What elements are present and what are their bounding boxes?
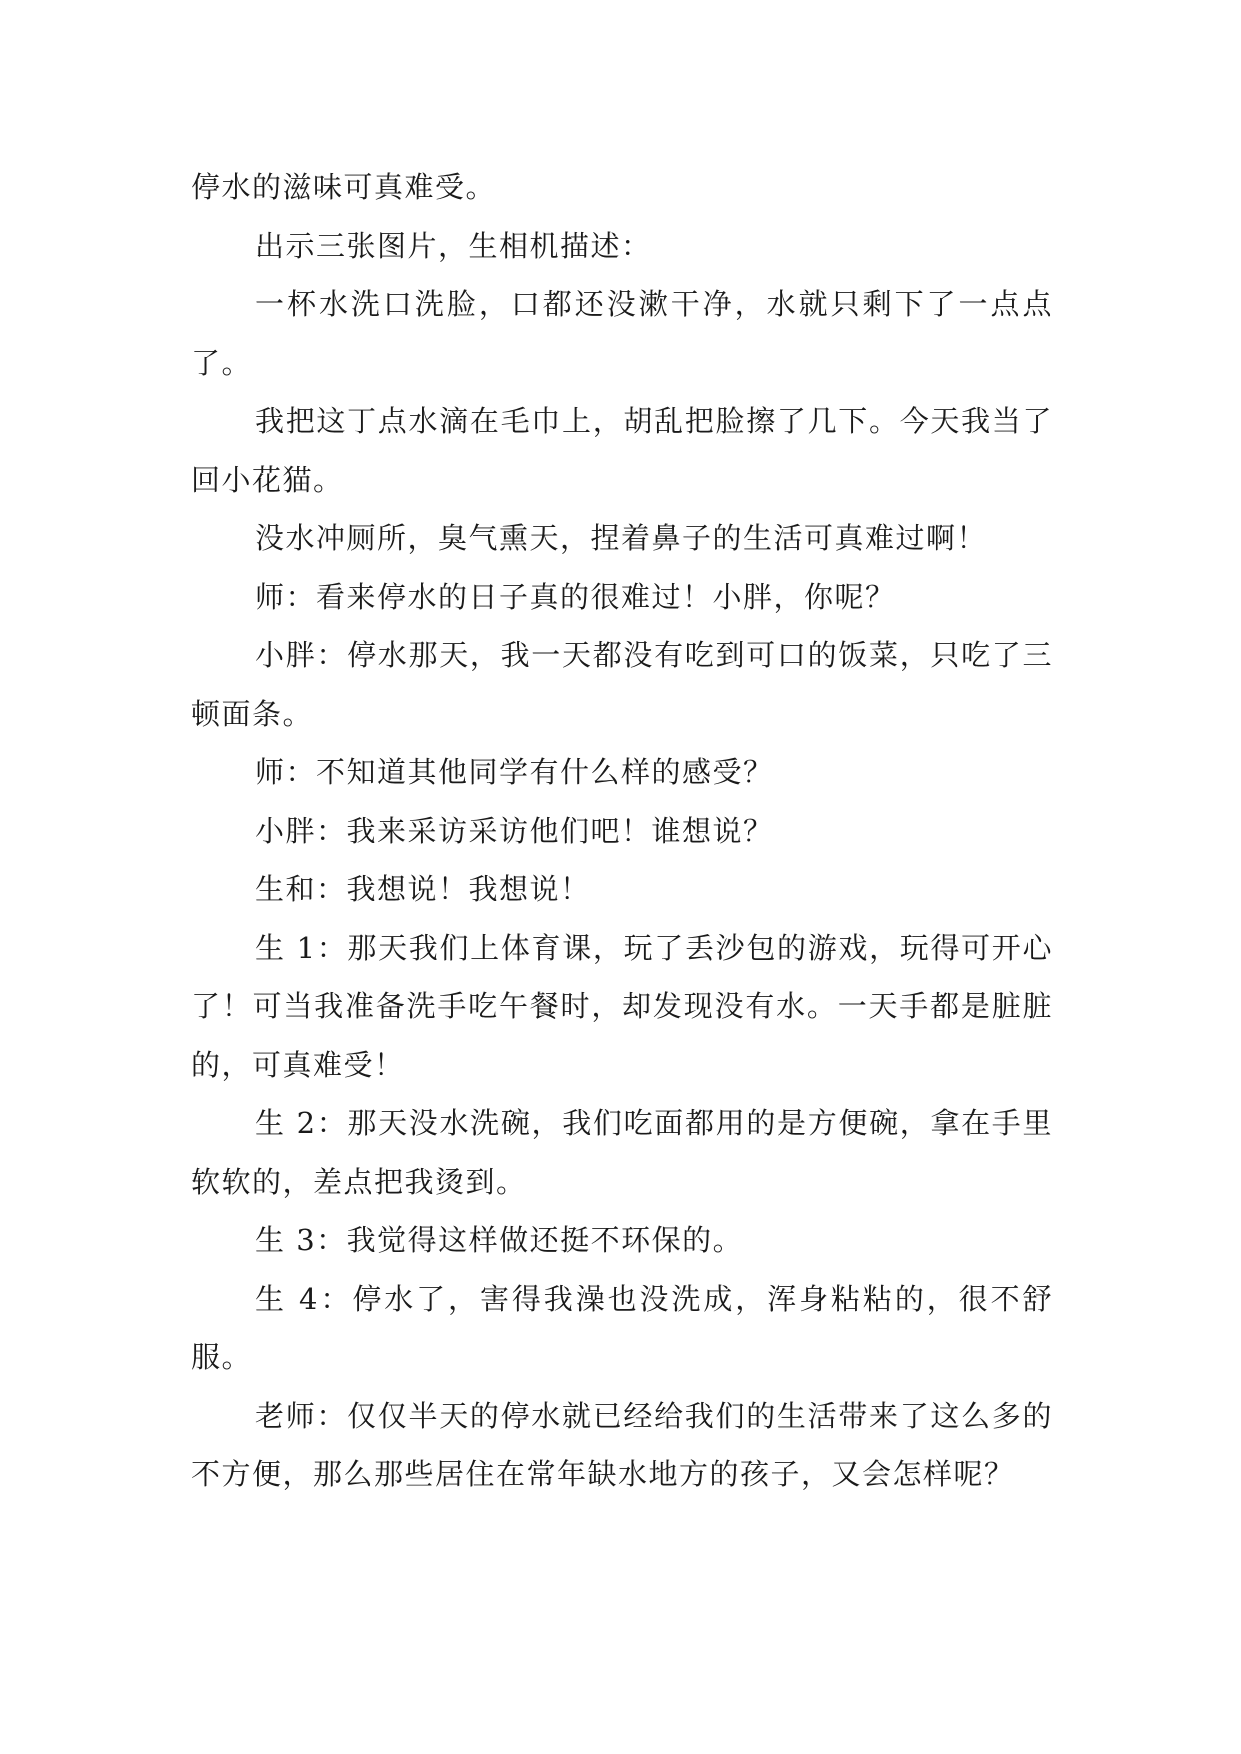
paragraph-9: 小胖：我来采访采访他们吧！谁想说？ — [255, 813, 774, 848]
paragraph-7: 小胖：停水那天，我一天都没有吃到可口的饭菜，只吃了三顿面条。 — [191, 638, 1053, 731]
paragraph-11: 生 1：那天我们上体育课，玩了丢沙包的游戏，玩得可开心了！可当我准备洗手吃午餐时，却发现没有水。一天手都是脏脏的，可真难受！ — [191, 930, 1053, 1082]
paragraph-6: 师：看来停水的日子真的很难过！小胖，你呢？ — [255, 579, 896, 614]
paragraph-5: 没水冲厕所，臭气熏天，捏着鼻子的生活可真难过啊！ — [255, 521, 988, 555]
paragraph-4: 我把这丁点水滴在毛巾上，胡乱把脸擦了几下。今天我当了回小花猫。 — [191, 404, 1053, 497]
paragraph-14: 生 4：停水了，害得我澡也没洗成，浑身粘粘的，很不舒服。 — [191, 1281, 1053, 1374]
paragraph-10: 生和：我想说！我想说！ — [255, 872, 591, 906]
paragraph-12: 生 2：那天没水洗碗，我们吃面都用的是方便碗，拿在手里软软的，差点把我烫到。 — [191, 1106, 1053, 1199]
paragraph-8: 师：不知道其他同学有什么样的感受？ — [255, 755, 774, 789]
paragraph-1: 停水的滋味可真难受。 — [191, 170, 497, 204]
paragraph-3: 一杯水洗口洗脸，口都还没漱干净，水就只剩下了一点点了。 — [191, 287, 1053, 380]
paragraph-15: 老师：仅仅半天的停水就已经给我们的生活带来了这么多的不方便，那么那些居住在常年缺水地方的孩子，又会怎样呢？ — [191, 1398, 1053, 1491]
document-page — [191, 158, 1053, 1504]
paragraph-13: 生 3：我觉得这样做还挺不环保的。 — [255, 1223, 744, 1257]
paragraph-2: 出示三张图片，生相机描述： — [255, 228, 652, 263]
